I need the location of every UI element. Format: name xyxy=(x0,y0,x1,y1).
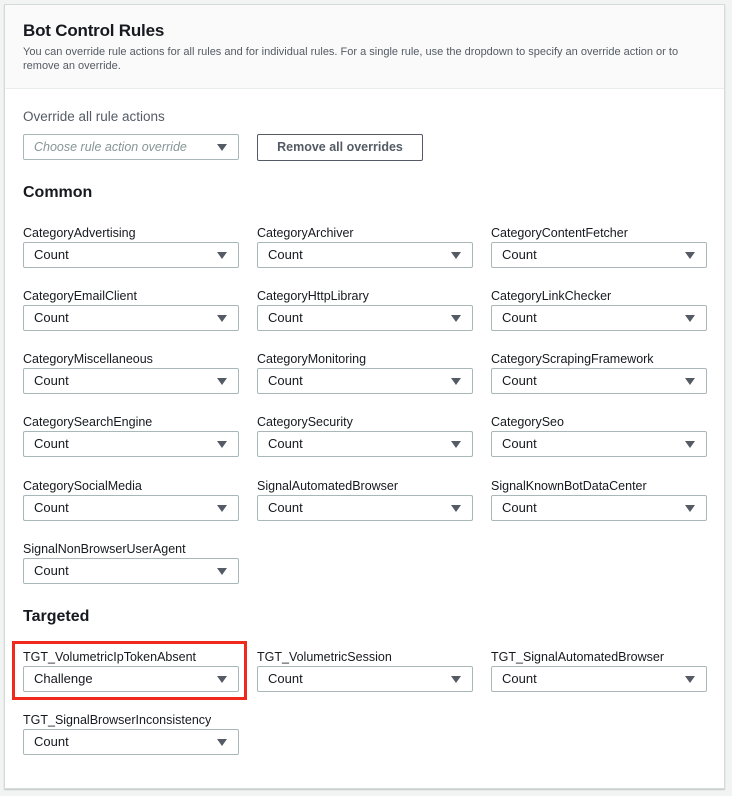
caret-down-icon xyxy=(685,505,695,512)
rule-action-value: Count xyxy=(34,373,69,388)
caret-down-icon xyxy=(217,568,227,575)
rule-action-select-category-archiver[interactable] xyxy=(257,242,473,268)
rule-action-select-signal-automated-browser[interactable] xyxy=(257,495,473,521)
rule-action-value: Challenge xyxy=(34,671,93,686)
caret-down-icon xyxy=(451,676,461,683)
rule-label: TGT_SignalAutomatedBrowser xyxy=(491,650,664,664)
rule-action-value: Count xyxy=(268,247,303,262)
rule-action-value: Count xyxy=(34,500,69,515)
panel-description: You can override rule actions for all rules and for individual rules. For a single rule, use the dropdown to specify an override action or to remove an override. xyxy=(23,46,679,72)
rule-action-select-signal-known-bot-data-center[interactable] xyxy=(491,495,707,521)
caret-down-icon xyxy=(451,252,461,259)
rule-action-value: Count xyxy=(502,310,537,325)
panel-header xyxy=(5,5,724,89)
rule-label: CategoryContentFetcher xyxy=(491,226,628,240)
rule-label: CategorySocialMedia xyxy=(23,479,142,493)
caret-down-icon xyxy=(217,378,227,385)
caret-down-icon xyxy=(451,505,461,512)
rule-action-select-category-social-media[interactable] xyxy=(23,495,239,521)
caret-down-icon xyxy=(685,378,695,385)
rule-label: SignalKnownBotDataCenter xyxy=(491,479,647,493)
rule-action-value: Count xyxy=(502,373,537,388)
panel-title: Bot Control Rules xyxy=(23,21,165,40)
rule-label: TGT_VolumetricSession xyxy=(257,650,392,664)
rule-label: CategoryHttpLibrary xyxy=(257,289,369,303)
rule-action-select-category-security[interactable] xyxy=(257,431,473,457)
override-all-placeholder: Choose rule action override xyxy=(34,140,187,154)
rule-action-value: Count xyxy=(34,310,69,325)
rule-label: SignalAutomatedBrowser xyxy=(257,479,399,493)
rule-action-value: Count xyxy=(502,436,537,451)
rule-label: CategorySecurity xyxy=(257,415,353,429)
caret-down-icon xyxy=(217,676,227,683)
caret-down-icon xyxy=(217,144,227,151)
rule-action-select-category-scraping-framework[interactable] xyxy=(491,368,707,394)
caret-down-icon xyxy=(451,441,461,448)
rule-label: CategoryEmailClient xyxy=(23,289,137,303)
rule-label: SignalNonBrowserUserAgent xyxy=(23,542,186,556)
caret-down-icon xyxy=(685,676,695,683)
rule-action-select-category-link-checker[interactable] xyxy=(491,305,707,331)
rule-action-select-category-advertising[interactable] xyxy=(23,242,239,268)
rule-action-value: Count xyxy=(268,436,303,451)
rule-action-select-category-email-client[interactable] xyxy=(23,305,239,331)
rule-action-value: Count xyxy=(268,500,303,515)
rule-label: TGT_VolumetricIpTokenAbsent xyxy=(23,650,196,664)
rule-action-value: Count xyxy=(34,247,69,262)
rule-label: TGT_SignalBrowserInconsistency xyxy=(23,713,212,727)
override-all-select[interactable] xyxy=(23,134,239,160)
caret-down-icon xyxy=(217,739,227,746)
rule-action-select-category-miscellaneous[interactable] xyxy=(23,368,239,394)
section-title-common: Common xyxy=(23,184,93,201)
rule-label: CategoryLinkChecker xyxy=(491,289,612,303)
rule-action-value: Count xyxy=(502,247,537,262)
rule-action-value: Count xyxy=(268,671,303,686)
rule-action-select-signal-non-browser-user-agent[interactable] xyxy=(23,558,239,584)
rule-action-value: Count xyxy=(268,310,303,325)
rule-action-value: Count xyxy=(268,373,303,388)
caret-down-icon xyxy=(451,378,461,385)
rule-action-select-category-http-library[interactable] xyxy=(257,305,473,331)
rule-label: CategoryMiscellaneous xyxy=(23,352,153,366)
rule-action-value: Count xyxy=(34,563,69,578)
rule-action-value: Count xyxy=(34,734,69,749)
rule-label: CategoryScrapingFramework xyxy=(491,352,654,366)
rule-action-value: Count xyxy=(34,436,69,451)
rule-label: CategorySeo xyxy=(491,415,564,429)
rule-label: CategoryMonitoring xyxy=(257,352,367,366)
rule-label: CategoryAdvertising xyxy=(23,226,136,240)
caret-down-icon xyxy=(217,315,227,322)
caret-down-icon xyxy=(217,252,227,259)
caret-down-icon xyxy=(217,441,227,448)
caret-down-icon xyxy=(685,315,695,322)
rule-action-select-category-seo[interactable] xyxy=(491,431,707,457)
rule-action-select-category-content-fetcher[interactable] xyxy=(491,242,707,268)
caret-down-icon xyxy=(217,505,227,512)
rule-action-select-tgt-signal-automated-browser[interactable] xyxy=(491,666,707,692)
caret-down-icon xyxy=(685,441,695,448)
rule-action-select-tgt-volumetric-session[interactable] xyxy=(257,666,473,692)
rule-action-select-category-monitoring[interactable] xyxy=(257,368,473,394)
rule-action-value: Count xyxy=(502,500,537,515)
caret-down-icon xyxy=(451,315,461,322)
rule-action-value: Count xyxy=(502,671,537,686)
rule-label: CategoryArchiver xyxy=(257,226,354,240)
caret-down-icon xyxy=(685,252,695,259)
rule-action-select-tgt-signal-browser-inconsistency[interactable] xyxy=(23,729,239,755)
remove-all-overrides-button[interactable]: Remove all overrides xyxy=(257,134,423,161)
override-all-label: Override all rule actions xyxy=(23,109,165,124)
rule-action-select-category-search-engine[interactable] xyxy=(23,431,239,457)
rule-label: CategorySearchEngine xyxy=(23,415,153,429)
rule-action-select-tgt-volumetric-ip-token-absent[interactable] xyxy=(23,666,239,692)
section-title-targeted: Targeted xyxy=(23,608,90,625)
